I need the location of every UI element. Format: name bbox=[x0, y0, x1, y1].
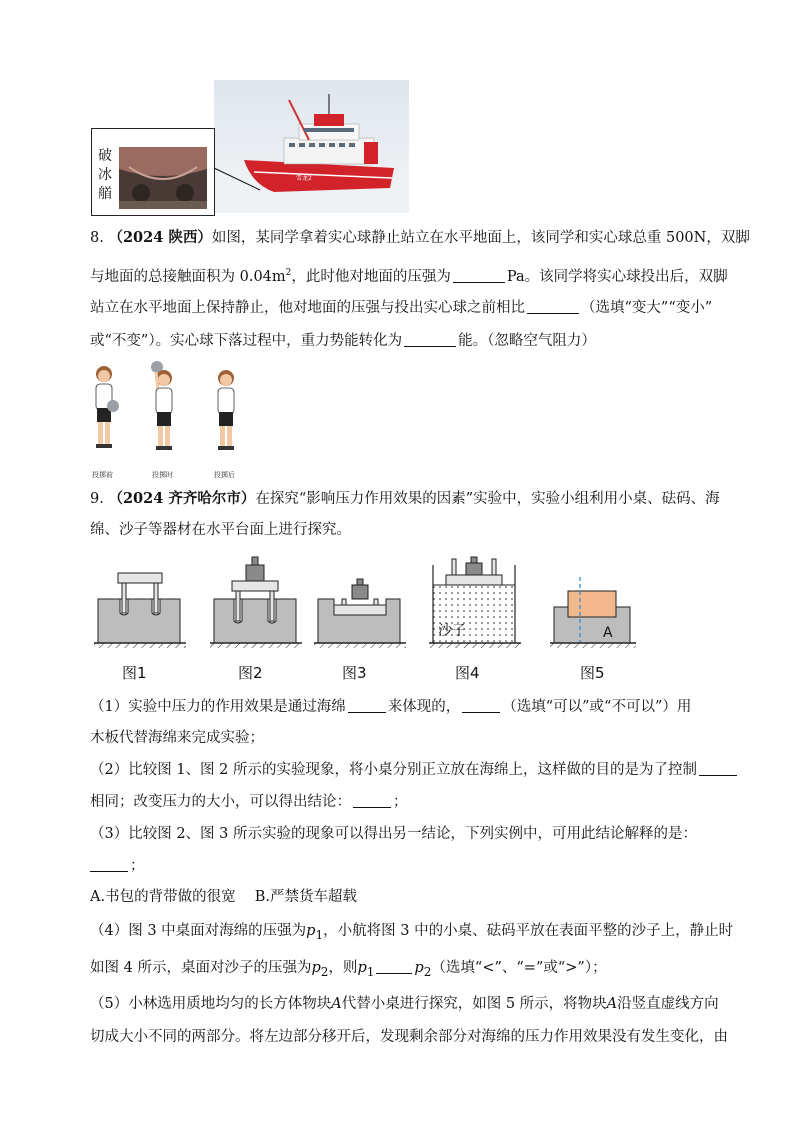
q8-blank-pressure[interactable] bbox=[453, 268, 505, 283]
label-before: 投掷前 bbox=[92, 471, 113, 479]
q9-part1-line2: 木板代替海绵来完成实验； bbox=[90, 730, 264, 746]
caption-fig3: 图3 bbox=[342, 664, 367, 682]
student-after bbox=[218, 370, 234, 450]
q8-blank-change[interactable] bbox=[527, 299, 579, 314]
hull-name: 雪龙2 bbox=[296, 175, 312, 182]
q8-line2: 与地面的总接触面积为 $0.04m^2$，此时他对地面的压强为 Pa。该同学将实心球投出后，双脚 bbox=[90, 268, 728, 285]
inset-box bbox=[91, 128, 215, 216]
figure-2 bbox=[210, 557, 302, 648]
student-throwing bbox=[151, 361, 172, 450]
block-a-label: A bbox=[603, 625, 613, 641]
q9-part3-line2: ； bbox=[90, 855, 145, 877]
student-before bbox=[96, 366, 119, 448]
q9-part4-line1: （4）图 3 中桌面对海绵的压强为$p_1$，小航将图 3 中的小桌、砝码平放在表面平整的沙子上，静止时 bbox=[90, 923, 734, 942]
caption-fig2: 图2 bbox=[238, 664, 263, 682]
figure-5 bbox=[550, 577, 636, 648]
q8-line3: 站立在水平地面上保持静止，他对地面的压强与投出实心球之前相比 （选填“变大”“变小” bbox=[90, 300, 713, 316]
caption-fig4: 图4 bbox=[455, 664, 480, 682]
q9-line2: 绵、沙子等器材在水平台面上进行探究。 bbox=[90, 522, 351, 538]
q9-blank-2a[interactable] bbox=[699, 761, 737, 776]
q8-blank-energy[interactable] bbox=[404, 332, 456, 347]
q8-line1: 8. （2024 陕西）如图，某同学拿着实心球静止站立在水平地面上，该同学和实心球总重 500N，双脚 bbox=[90, 229, 750, 246]
q9-part3-options: A.书包的背带做的很宽 B.严禁货车超载 bbox=[90, 889, 357, 905]
q9-figures bbox=[90, 555, 720, 655]
bow-photo bbox=[119, 147, 207, 209]
q9-part4-line2: 如图 4 所示，桌面对沙子的压强为$p_2$，则$p_1$ $p_2$（选填“<”、“=”或“>”）； bbox=[90, 960, 607, 979]
label-after: 投掷后 bbox=[214, 471, 235, 479]
q9-part2-line2: 相同；改变压力的大小，可以得出结论： ； bbox=[90, 794, 408, 810]
q9-part1-line1: （1）实验中压力的作用效果是通过海绵 来体现的， （选填“可以”或“不可以”）用 bbox=[90, 699, 692, 715]
inset-label: 破冰艏 bbox=[98, 148, 112, 202]
q9-blank-1a[interactable] bbox=[348, 698, 386, 713]
figure-1 bbox=[94, 573, 186, 648]
q9-line1: 9. （2024 齐齐哈尔市）在探究“影响压力作用效果的因素”实验中，实验小组利用小桌、砝码、海 bbox=[90, 490, 720, 507]
sand-label: 沙子 bbox=[438, 623, 466, 639]
q9-blank-1b[interactable] bbox=[462, 698, 500, 713]
q9-part3-line1: （3）比较图 2、图 3 所示实验的现象可以得出另一结论，下列实例中，可用此结论解释的是： bbox=[90, 826, 697, 842]
figure-3 bbox=[314, 579, 406, 648]
q9-blank-3[interactable] bbox=[90, 857, 128, 872]
q9-blank-2b[interactable] bbox=[353, 793, 391, 808]
q9-blank-4[interactable] bbox=[376, 959, 412, 974]
q8-line4: 或“不变”）。实心球下落过程中，重力势能转化为 能。（忽略空气阻力） bbox=[90, 333, 596, 349]
caption-fig1: 图1 bbox=[122, 664, 147, 682]
caption-fig5: 图5 bbox=[580, 664, 605, 682]
q9-part2-line1: （2）比较图 1、图 2 所示的实验现象，将小桌分别正立放在海绵上，这样做的目的是为了控制 bbox=[90, 759, 739, 781]
q9-part5-line1: （5）小林选用质地均匀的长方体物块A代替小桌进行探究，如图 5 所示，将物块A沿竖直虚线方向 bbox=[90, 996, 719, 1012]
q8-figure bbox=[88, 360, 258, 482]
label-throwing: 投掷时 bbox=[152, 471, 173, 479]
q9-part5-line2: 切成大小不同的两部分。将左边部分移开后，发现剩余部分对海绵的压力作用效果没有发生变化，由 bbox=[90, 1029, 728, 1045]
